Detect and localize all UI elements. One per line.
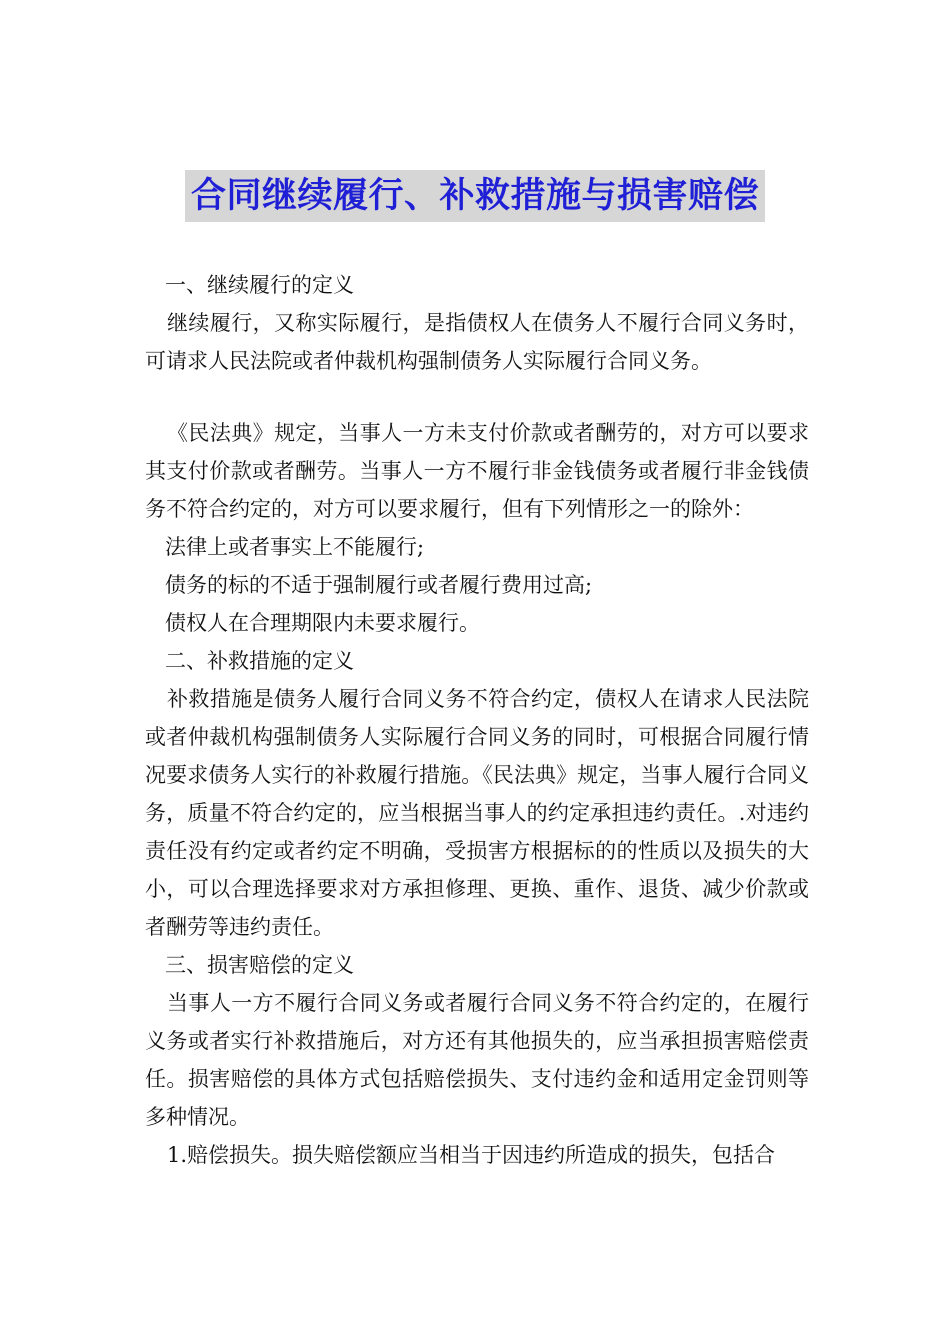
paragraph-3: 补救措施是债务人履行合同义务不符合约定，债权人在请求人民法院或者仲裁机构强制债务人实际履行合同义务的同时，可根据合同履行情况要求债务人实行的补救履行措施。《民法典》规定，当事人履行合同义务，质量不符合约定的，应当根据当事人的约定承担违约责任。.对违约责任没有约定或者约定不明确，受损害方根据标的的性质以及损失的大小，可以合理选择要求对方承担修理、更换、重作、退货、减少价款或者酬劳等违约责任。 xyxy=(145,687,809,939)
list-item-2: 债务的标的不适于强制履行或者履行费用过高; xyxy=(165,573,593,597)
paragraph-5: 1.赔偿损失。损失赔偿额应当相当于因违约所造成的损失，包括合 xyxy=(167,1143,776,1167)
section-heading-1: 一、继续履行的定义 xyxy=(165,273,354,297)
paragraph-4: 当事人一方不履行合同义务或者履行合同义务不符合约定的，在履行义务或者实行补救措施后，对方还有其他损失的，应当承担损害赔偿责任。损害赔偿的具体方式包括赔偿损失、支付违约金和适用定金罚则等多种情况。 xyxy=(145,991,809,1129)
section-heading-2: 二、补救措施的定义 xyxy=(165,649,354,673)
list-item-1: 法律上或者事实上不能履行; xyxy=(165,535,425,559)
paragraph-spacer xyxy=(145,380,809,414)
list-item-3: 债权人在合理期限内未要求履行。 xyxy=(165,611,480,635)
document-body xyxy=(145,266,809,1174)
document-title: 合同继续履行、补救措施与损害赔偿 xyxy=(185,170,765,222)
section-heading-3: 三、损害赔偿的定义 xyxy=(165,953,354,977)
paragraph-2: 《民法典》规定，当事人一方未支付价款或者酬劳的，对方可以要求其支付价款或者酬劳。当事人一方不履行非金钱债务或者履行非金钱债务不符合约定的，对方可以要求履行，但有下列情形之一的除外： xyxy=(145,421,809,521)
paragraph-1: 继续履行，又称实际履行，是指债权人在债务人不履行合同义务时，可请求人民法院或者仲裁机构强制债务人实际履行合同义务。 xyxy=(145,311,809,373)
title-block xyxy=(0,170,950,222)
